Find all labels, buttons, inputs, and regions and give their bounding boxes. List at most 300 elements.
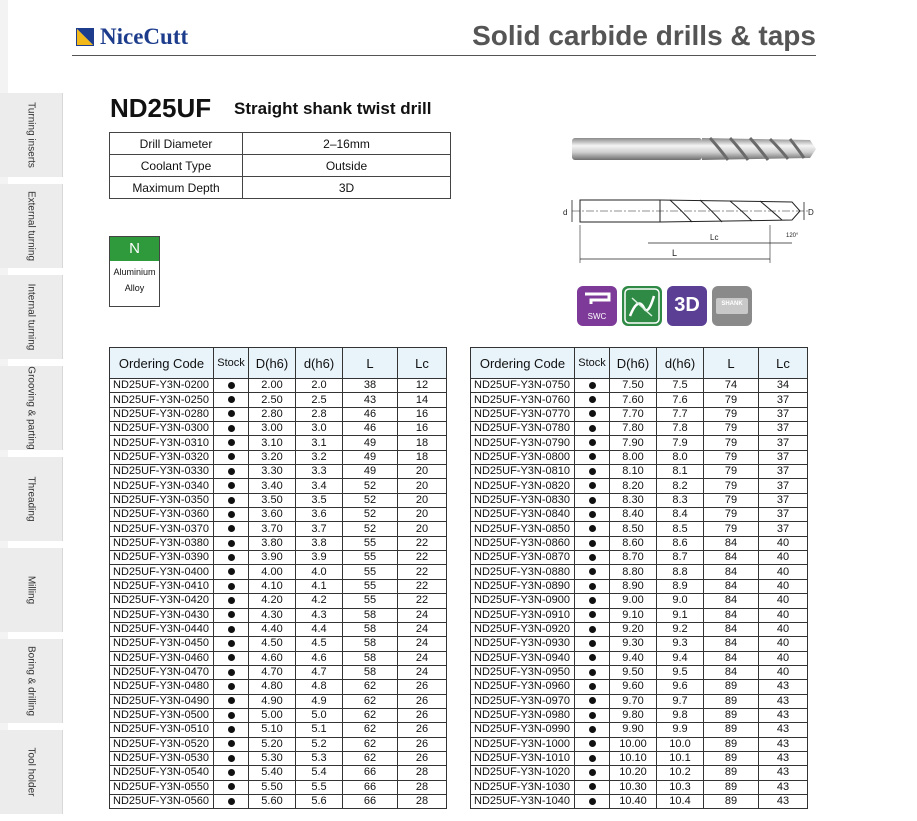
ordering-code-cell: ND25UF-Y3N-0400 xyxy=(110,565,214,579)
table-row xyxy=(471,508,808,522)
logo-mark-icon xyxy=(76,28,94,46)
length-Lc-cell: 43 xyxy=(759,694,808,708)
stock-indicator xyxy=(214,780,249,794)
diameter-D-cell: 4.00 xyxy=(249,565,296,579)
diameter-D-cell: 5.20 xyxy=(249,737,296,751)
in-stock-dot-icon xyxy=(228,497,235,504)
diameter-d-cell: 4.5 xyxy=(296,637,343,651)
diameter-d-cell: 10.1 xyxy=(657,751,704,765)
in-stock-dot-icon xyxy=(589,712,596,719)
spec-table xyxy=(109,132,451,199)
length-L-cell: 49 xyxy=(343,436,398,450)
length-Lc-cell: 40 xyxy=(759,551,808,565)
length-Lc-cell: 26 xyxy=(398,694,447,708)
table-header-row xyxy=(471,348,808,379)
diameter-D-cell: 8.20 xyxy=(610,479,657,493)
diameter-D-cell: 4.10 xyxy=(249,579,296,593)
sidebar-tab-turning-inserts[interactable] xyxy=(0,93,63,177)
in-stock-dot-icon xyxy=(589,511,596,518)
diameter-d-cell: 8.8 xyxy=(657,565,704,579)
diameter-d-cell: 3.5 xyxy=(296,493,343,507)
diameter-drill-label: D xyxy=(808,208,814,217)
diameter-d-cell: 3.1 xyxy=(296,436,343,450)
diameter-d-cell: 4.4 xyxy=(296,622,343,636)
table-row xyxy=(110,665,447,679)
col-D: D(h6) xyxy=(249,348,296,379)
table-row xyxy=(110,751,447,765)
diameter-d-cell: 3.4 xyxy=(296,479,343,493)
length-Lc-cell: 14 xyxy=(398,393,447,407)
flute-geometry-icon xyxy=(622,286,662,326)
in-stock-dot-icon xyxy=(589,453,596,460)
length-L-cell: 79 xyxy=(704,393,759,407)
table-row xyxy=(110,551,447,565)
sidebar-tab-internal-turning[interactable] xyxy=(0,275,63,359)
diameter-d-cell: 9.0 xyxy=(657,594,704,608)
in-stock-dot-icon xyxy=(228,712,235,719)
ordering-code-cell: ND25UF-Y3N-0470 xyxy=(110,665,214,679)
diameter-D-cell: 3.80 xyxy=(249,536,296,550)
stock-indicator xyxy=(575,522,610,536)
diameter-d-cell: 5.0 xyxy=(296,708,343,722)
stock-indicator xyxy=(214,565,249,579)
ordering-code-cell: ND25UF-Y3N-1000 xyxy=(471,737,575,751)
shank-badge-icon xyxy=(712,286,752,326)
stock-indicator xyxy=(214,637,249,651)
ordering-code-cell: ND25UF-Y3N-0530 xyxy=(110,751,214,765)
diameter-D-cell: 4.60 xyxy=(249,651,296,665)
ordering-code-cell: ND25UF-Y3N-0770 xyxy=(471,407,575,421)
in-stock-dot-icon xyxy=(228,726,235,733)
diameter-D-cell: 9.40 xyxy=(610,651,657,665)
sidebar-tab-label: Tool holder xyxy=(25,747,37,797)
diameter-d-cell: 5.1 xyxy=(296,723,343,737)
diameter-d-cell: 8.5 xyxy=(657,522,704,536)
page-header-title: Solid carbide drills & taps xyxy=(472,20,816,51)
stock-indicator xyxy=(214,737,249,751)
length-Lc-cell: 34 xyxy=(759,379,808,393)
diameter-d-cell: 2.0 xyxy=(296,379,343,393)
in-stock-dot-icon xyxy=(589,382,596,389)
in-stock-dot-icon xyxy=(228,640,235,647)
table-row xyxy=(110,579,447,593)
ordering-code-cell: ND25UF-Y3N-0930 xyxy=(471,637,575,651)
in-stock-dot-icon xyxy=(228,669,235,676)
in-stock-dot-icon xyxy=(228,611,235,618)
in-stock-dot-icon xyxy=(228,453,235,460)
ordering-code-cell: ND25UF-Y3N-0420 xyxy=(110,594,214,608)
length-Lc-cell: 20 xyxy=(398,465,447,479)
spec-value: 3D xyxy=(243,177,451,199)
in-stock-dot-icon xyxy=(589,583,596,590)
length-L-cell: 84 xyxy=(704,579,759,593)
swc-badge-label: SWC xyxy=(587,312,607,321)
diameter-d-cell: 4.6 xyxy=(296,651,343,665)
length-L-cell: 62 xyxy=(343,723,398,737)
in-stock-dot-icon xyxy=(589,769,596,776)
length-Lc-cell: 40 xyxy=(759,565,808,579)
diameter-d-cell: 5.4 xyxy=(296,766,343,780)
table-row xyxy=(471,680,808,694)
stock-indicator xyxy=(214,579,249,593)
diameter-D-cell: 7.90 xyxy=(610,436,657,450)
length-Lc-cell: 37 xyxy=(759,479,808,493)
diameter-D-cell: 10.00 xyxy=(610,737,657,751)
length-Lc-cell: 37 xyxy=(759,522,808,536)
diameter-D-cell: 5.10 xyxy=(249,723,296,737)
material-group-badge xyxy=(109,236,160,307)
length-L-cell: 89 xyxy=(704,723,759,737)
table-row xyxy=(471,622,808,636)
length-L-cell: 66 xyxy=(343,780,398,794)
flute-length-label: Lc xyxy=(710,233,719,242)
in-stock-dot-icon xyxy=(589,540,596,547)
stock-indicator xyxy=(575,651,610,665)
length-Lc-cell: 40 xyxy=(759,622,808,636)
length-L-cell: 55 xyxy=(343,579,398,593)
diameter-D-cell: 7.50 xyxy=(610,379,657,393)
length-Lc-cell: 43 xyxy=(759,780,808,794)
table-row xyxy=(471,393,808,407)
sidebar-tab-boring-drilling[interactable] xyxy=(0,639,63,723)
diameter-d-cell: 9.3 xyxy=(657,637,704,651)
sidebar-tab-threading[interactable] xyxy=(0,457,63,541)
ordering-code-cell: ND25UF-Y3N-0320 xyxy=(110,450,214,464)
spec-label: Drill Diameter xyxy=(110,133,243,155)
length-Lc-cell: 22 xyxy=(398,551,447,565)
table-row xyxy=(471,794,808,808)
length-L-cell: 66 xyxy=(343,794,398,808)
diameter-d-cell: 7.6 xyxy=(657,393,704,407)
diameter-D-cell: 8.60 xyxy=(610,536,657,550)
col-ordering-code: Ordering Code xyxy=(110,348,214,379)
diameter-d-cell: 3.8 xyxy=(296,536,343,550)
length-L-cell: 79 xyxy=(704,479,759,493)
diameter-D-cell: 8.70 xyxy=(610,551,657,565)
table-row xyxy=(471,694,808,708)
sidebar-tab-label: Turning inserts xyxy=(25,102,37,168)
in-stock-dot-icon xyxy=(228,798,235,805)
length-L-cell: 55 xyxy=(343,551,398,565)
diameter-D-cell: 9.90 xyxy=(610,723,657,737)
table-row xyxy=(471,651,808,665)
length-L-cell: 89 xyxy=(704,680,759,694)
length-Lc-cell: 40 xyxy=(759,594,808,608)
length-Lc-cell: 26 xyxy=(398,708,447,722)
length-L-cell: 79 xyxy=(704,422,759,436)
col-D: D(h6) xyxy=(610,348,657,379)
length-Lc-cell: 37 xyxy=(759,465,808,479)
ordering-code-cell: ND25UF-Y3N-0370 xyxy=(110,522,214,536)
brand-logo xyxy=(76,24,188,50)
in-stock-dot-icon xyxy=(589,554,596,561)
ordering-code-cell: ND25UF-Y3N-0540 xyxy=(110,766,214,780)
in-stock-dot-icon xyxy=(589,683,596,690)
diameter-D-cell: 4.80 xyxy=(249,680,296,694)
length-L-cell: 55 xyxy=(343,565,398,579)
sidebar-tab-milling[interactable] xyxy=(0,548,63,632)
table-row xyxy=(110,651,447,665)
stock-indicator xyxy=(575,508,610,522)
length-L-cell: 49 xyxy=(343,465,398,479)
ordering-code-cell: ND25UF-Y3N-0250 xyxy=(110,393,214,407)
length-Lc-cell: 16 xyxy=(398,407,447,421)
diameter-d-cell: 8.1 xyxy=(657,465,704,479)
length-L-cell: 58 xyxy=(343,622,398,636)
ordering-code-cell: ND25UF-Y3N-0870 xyxy=(471,551,575,565)
length-Lc-cell: 37 xyxy=(759,436,808,450)
in-stock-dot-icon xyxy=(228,410,235,417)
diameter-D-cell: 9.50 xyxy=(610,665,657,679)
product-name: Straight shank twist drill xyxy=(234,99,432,118)
sidebar-tab-label: Grooving & parting xyxy=(25,366,37,450)
diameter-d-cell: 4.7 xyxy=(296,665,343,679)
diameter-d-cell: 10.2 xyxy=(657,766,704,780)
diameter-D-cell: 2.50 xyxy=(249,393,296,407)
ordering-code-cell: ND25UF-Y3N-0790 xyxy=(471,436,575,450)
diameter-d-cell: 8.4 xyxy=(657,508,704,522)
length-Lc-cell: 43 xyxy=(759,794,808,808)
table-row xyxy=(471,379,808,393)
sidebar-tab-label: Boring & drilling xyxy=(25,645,37,717)
diameter-D-cell: 10.40 xyxy=(610,794,657,808)
stock-indicator xyxy=(214,465,249,479)
stock-indicator xyxy=(214,422,249,436)
diameter-d-cell: 3.6 xyxy=(296,508,343,522)
diameter-D-cell: 3.50 xyxy=(249,493,296,507)
ordering-code-cell: ND25UF-Y3N-0300 xyxy=(110,422,214,436)
ordering-code-cell: ND25UF-Y3N-0510 xyxy=(110,723,214,737)
table-row xyxy=(471,723,808,737)
table-row xyxy=(110,479,447,493)
length-Lc-cell: 37 xyxy=(759,450,808,464)
table-row xyxy=(110,694,447,708)
in-stock-dot-icon xyxy=(228,755,235,762)
table-row xyxy=(110,450,447,464)
diameter-D-cell: 4.70 xyxy=(249,665,296,679)
table-row xyxy=(471,579,808,593)
diameter-d-cell: 9.4 xyxy=(657,651,704,665)
length-L-cell: 89 xyxy=(704,737,759,751)
ordering-code-cell: ND25UF-Y3N-0500 xyxy=(110,708,214,722)
col-stock: Stock xyxy=(575,348,610,379)
table-row xyxy=(471,422,808,436)
length-Lc-cell: 20 xyxy=(398,508,447,522)
length-Lc-cell: 40 xyxy=(759,637,808,651)
ordering-code-cell: ND25UF-Y3N-0960 xyxy=(471,680,575,694)
spec-row xyxy=(110,133,451,155)
length-Lc-cell: 24 xyxy=(398,608,447,622)
ordering-code-cell: ND25UF-Y3N-0850 xyxy=(471,522,575,536)
diameter-D-cell: 10.10 xyxy=(610,751,657,765)
sidebar-tab-label: Milling xyxy=(25,575,37,605)
table-row xyxy=(110,422,447,436)
length-Lc-cell: 22 xyxy=(398,579,447,593)
in-stock-dot-icon xyxy=(589,654,596,661)
length-Lc-cell: 37 xyxy=(759,508,808,522)
length-L-cell: 89 xyxy=(704,766,759,780)
stock-indicator xyxy=(575,723,610,737)
diameter-d-cell: 2.5 xyxy=(296,393,343,407)
length-Lc-cell: 40 xyxy=(759,665,808,679)
col-stock: Stock xyxy=(214,348,249,379)
depth-badge-label: 3D xyxy=(674,294,700,316)
in-stock-dot-icon xyxy=(228,525,235,532)
ordering-code-cell: ND25UF-Y3N-0780 xyxy=(471,422,575,436)
length-L-cell: 55 xyxy=(343,594,398,608)
in-stock-dot-icon xyxy=(589,439,596,446)
length-L-cell: 62 xyxy=(343,751,398,765)
in-stock-dot-icon xyxy=(228,783,235,790)
table-row xyxy=(110,508,447,522)
col-L: L xyxy=(343,348,398,379)
ordering-code-cell: ND25UF-Y3N-0990 xyxy=(471,723,575,737)
table-row xyxy=(471,608,808,622)
diameter-d-cell: 8.9 xyxy=(657,579,704,593)
stock-indicator xyxy=(575,407,610,421)
diameter-d-cell: 3.2 xyxy=(296,450,343,464)
stock-indicator xyxy=(214,751,249,765)
sidebar-tab-tool-holder[interactable] xyxy=(0,730,63,814)
diameter-D-cell: 8.90 xyxy=(610,579,657,593)
table-row xyxy=(110,407,447,421)
table-row xyxy=(471,708,808,722)
stock-indicator xyxy=(214,794,249,808)
diameter-D-cell: 4.90 xyxy=(249,694,296,708)
in-stock-dot-icon xyxy=(589,669,596,676)
ordering-code-cell: ND25UF-Y3N-0450 xyxy=(110,637,214,651)
sidebar-tab-label: External turning xyxy=(25,190,37,262)
length-L-cell: 58 xyxy=(343,651,398,665)
stock-indicator xyxy=(575,794,610,808)
length-Lc-cell: 20 xyxy=(398,479,447,493)
stock-indicator xyxy=(214,479,249,493)
material-code: N xyxy=(110,237,159,261)
ordering-code-cell: ND25UF-Y3N-0800 xyxy=(471,450,575,464)
shank-badge-label: SHANK xyxy=(721,301,743,307)
diameter-d-cell: 5.5 xyxy=(296,780,343,794)
length-Lc-cell: 22 xyxy=(398,565,447,579)
table-row xyxy=(110,780,447,794)
diameter-D-cell: 8.10 xyxy=(610,465,657,479)
stock-indicator xyxy=(214,651,249,665)
sidebar-tab-grooving-parting[interactable] xyxy=(0,366,63,450)
length-Lc-cell: 40 xyxy=(759,579,808,593)
length-Lc-cell: 16 xyxy=(398,422,447,436)
diameter-D-cell: 5.50 xyxy=(249,780,296,794)
length-L-cell: 89 xyxy=(704,780,759,794)
length-Lc-cell: 26 xyxy=(398,737,447,751)
diameter-D-cell: 9.00 xyxy=(610,594,657,608)
stock-indicator xyxy=(575,479,610,493)
length-L-cell: 84 xyxy=(704,565,759,579)
ordering-code-cell: ND25UF-Y3N-0520 xyxy=(110,737,214,751)
table-row xyxy=(110,708,447,722)
ordering-code-cell: ND25UF-Y3N-0440 xyxy=(110,622,214,636)
in-stock-dot-icon xyxy=(228,540,235,547)
stock-indicator xyxy=(214,379,249,393)
sidebar-tab-external-turning[interactable] xyxy=(0,184,63,268)
in-stock-dot-icon xyxy=(228,396,235,403)
spec-value: 2–16mm xyxy=(243,133,451,155)
length-Lc-cell: 24 xyxy=(398,651,447,665)
diameter-d-cell: 9.9 xyxy=(657,723,704,737)
length-Lc-cell: 40 xyxy=(759,536,808,550)
length-Lc-cell: 43 xyxy=(759,723,808,737)
length-L-cell: 58 xyxy=(343,608,398,622)
stock-indicator xyxy=(214,450,249,464)
col-L: L xyxy=(704,348,759,379)
diameter-d-cell: 9.7 xyxy=(657,694,704,708)
diameter-d-cell: 8.7 xyxy=(657,551,704,565)
in-stock-dot-icon xyxy=(589,755,596,762)
table-row xyxy=(471,637,808,651)
diameter-D-cell: 3.30 xyxy=(249,465,296,479)
length-L-cell: 84 xyxy=(704,608,759,622)
diameter-d-cell: 7.9 xyxy=(657,436,704,450)
in-stock-dot-icon xyxy=(589,783,596,790)
in-stock-dot-icon xyxy=(589,468,596,475)
stock-indicator xyxy=(575,680,610,694)
length-Lc-cell: 26 xyxy=(398,751,447,765)
table-row xyxy=(471,465,808,479)
diameter-D-cell: 3.40 xyxy=(249,479,296,493)
length-Lc-cell: 26 xyxy=(398,723,447,737)
length-L-cell: 79 xyxy=(704,465,759,479)
in-stock-dot-icon xyxy=(589,568,596,575)
table-row xyxy=(471,493,808,507)
feature-badges xyxy=(577,286,757,326)
in-stock-dot-icon xyxy=(228,554,235,561)
point-angle-label: 120° xyxy=(786,233,799,239)
table-row xyxy=(110,436,447,450)
diameter-d-cell: 7.8 xyxy=(657,422,704,436)
depth-3d-icon xyxy=(667,286,707,326)
spec-row xyxy=(110,155,451,177)
ordering-code-cell: ND25UF-Y3N-0430 xyxy=(110,608,214,622)
stock-indicator xyxy=(575,665,610,679)
diameter-shank-label: d xyxy=(563,208,568,217)
diameter-D-cell: 8.80 xyxy=(610,565,657,579)
diameter-d-cell: 9.1 xyxy=(657,608,704,622)
ordering-code-cell: ND25UF-Y3N-0460 xyxy=(110,651,214,665)
stock-indicator xyxy=(575,694,610,708)
length-Lc-cell: 40 xyxy=(759,651,808,665)
ordering-code-cell: ND25UF-Y3N-1040 xyxy=(471,794,575,808)
length-L-cell: 74 xyxy=(704,379,759,393)
table-row xyxy=(110,565,447,579)
diameter-D-cell: 7.80 xyxy=(610,422,657,436)
stock-indicator xyxy=(214,766,249,780)
diameter-d-cell: 7.7 xyxy=(657,407,704,421)
in-stock-dot-icon xyxy=(589,740,596,747)
in-stock-dot-icon xyxy=(589,611,596,618)
sidebar-tab-label: Internal turning xyxy=(25,283,37,351)
diameter-D-cell: 4.50 xyxy=(249,637,296,651)
ordering-code-cell: ND25UF-Y3N-0330 xyxy=(110,465,214,479)
stock-indicator xyxy=(214,594,249,608)
stock-indicator xyxy=(575,493,610,507)
table-row xyxy=(471,551,808,565)
swc-badge-icon xyxy=(577,286,617,326)
in-stock-dot-icon xyxy=(228,683,235,690)
spec-row xyxy=(110,177,451,199)
length-L-cell: 58 xyxy=(343,665,398,679)
ordering-code-cell: ND25UF-Y3N-0200 xyxy=(110,379,214,393)
length-L-cell: 79 xyxy=(704,407,759,421)
length-L-cell: 84 xyxy=(704,551,759,565)
table-row xyxy=(471,780,808,794)
